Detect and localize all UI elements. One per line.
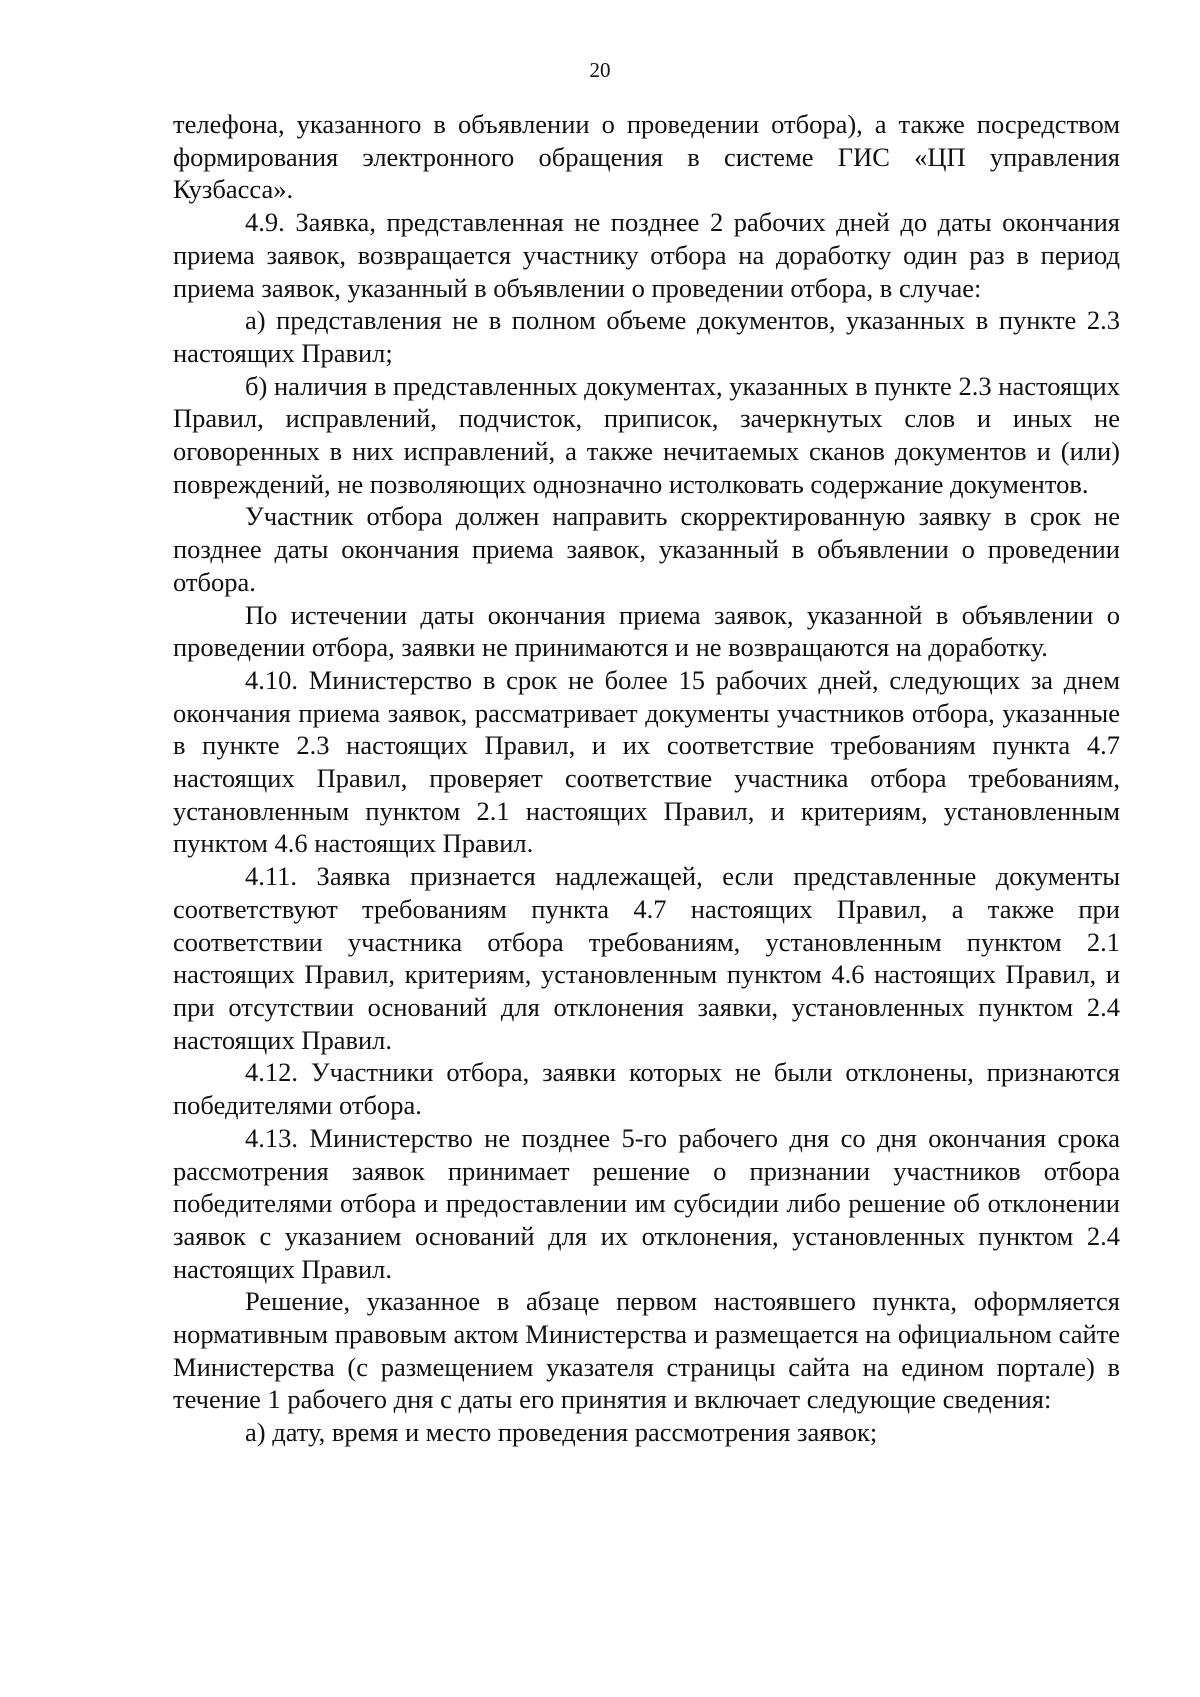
paragraph-4-10: 4.10. Министерство в срок не более 15 рабочих дней, следующих за днем окончания приема заявок, рассматривает документы участников отбора, указанные в пункте 2.3 настоящих Правил, и их соответствие требованиям пункта 4.7 настоящих Правил, проверяет соответствие участника отбора требованиям, установленным пунктом 2.1 настоящих Правил, и критериям, установленным пунктом 4.6 настоящих Правил. [173,664,1120,859]
paragraph-decision: Решение, указанное в абзаце первом настоявшего пункта, оформляется нормативным правовым актом Министерства и размещается на официальном сайте Министерства (с размещением указателя страницы сайта на едином портале) в течение 1 рабочего дня с даты его принятия и включает следующие сведения: [173,1286,1120,1415]
paragraph-4-9: 4.9. Заявка, представленная не позднее 2 рабочих дней до даты окончания приема заявок, возвращается участнику отбора на доработку один раз в период приема заявок, указанный в объявлении о проведении отбора, в случае: [173,207,1120,303]
page-number: 20 [589,58,611,82]
paragraph-decision-a: а) дату, время и место проведения рассмотрения заявок; [245,1417,878,1448]
paragraph-4-9-b: б) наличия в представленных документах, указанных в пункте 2.3 настоящих Правил, исправлений, подчисток, приписок, зачеркнутых слов и иных не оговоренных в них исправлений, а также нечитаемых сканов документов и (или) повреждений, не позволяющих однозначно истолковать содержание документов. [173,370,1120,499]
paragraph-4-11: 4.11. Заявка признается надлежащей, если представленные документы соответствуют требованиям пункта 4.7 настоящих Правил, а также при соответствии участника отбора требованиям, установленным пунктом 2.1 настоящих Правил, критериям, установленным пунктом 4.6 настоящих Правил, и при отсутствии оснований для отклонения заявки, установленных пунктом 2.4 настоящих Правил. [173,861,1120,1055]
paragraph-corrected-application: Участник отбора должен направить скорректированную заявку в срок не позднее даты окончания приема заявок, указанный в объявлении о проведении отбора. [173,501,1120,597]
paragraph-deadline-expiry: По истечении даты окончания приема заявок, указанной в объявлении о проведении отбора, заявки не принимаются и не возвращаются на доработку. [173,599,1120,663]
paragraph-4-12: 4.12. Участники отбора, заявки которых не были отклонены, признаются победителями отбора. [173,1057,1120,1121]
paragraph-4-13: 4.13. Министерство не позднее 5-го рабочего дня со дня окончания срока рассмотрения заявок принимает решение о признании участников отбора победителями отбора и предоставлении им субсидии либо решение об отклонении заявок с указанием оснований для их отклонения, установленных пунктом 2.4 настоящих Правил. [173,1122,1120,1284]
document-body [173,108,1120,1449]
paragraph-4-9-a: а) представления не в полном объеме документов, указанных в пункте 2.3 настоящих Правил; [173,305,1120,368]
paragraph-continuation: телефона, указанного в объявлении о проведении отбора), а также посредством формирования электронного обращения в системе ГИС «ЦП управления Кузбасса». [173,109,1120,205]
